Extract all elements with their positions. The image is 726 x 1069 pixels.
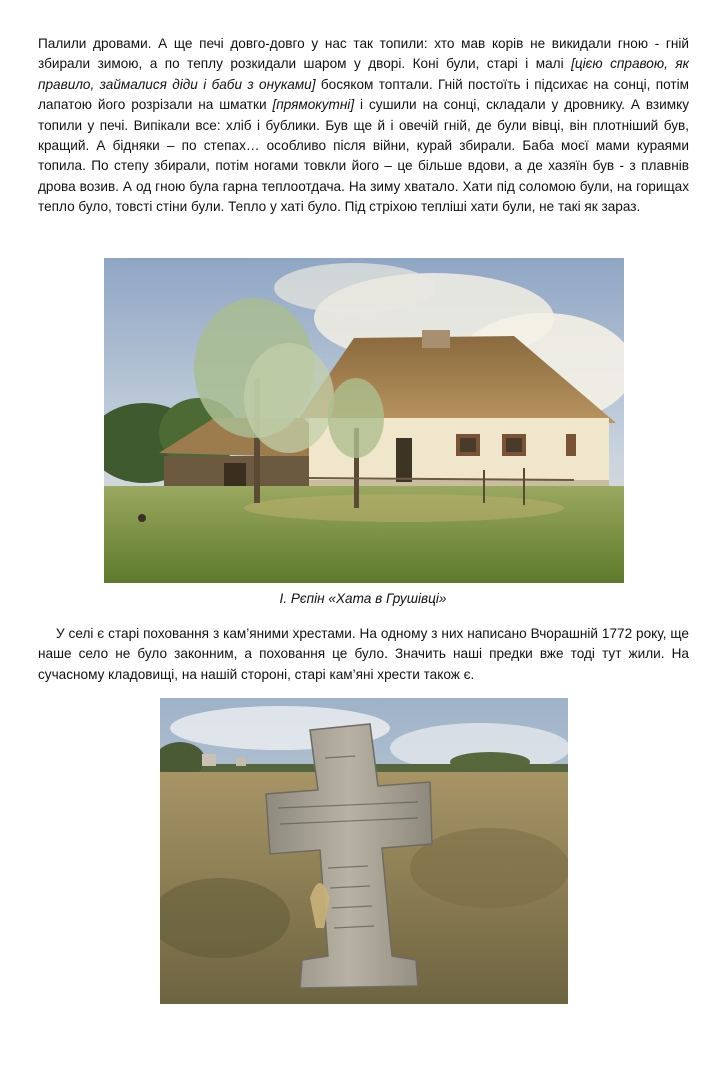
painting-caption: І. Рєпін «Хата в Грушівці» bbox=[279, 591, 447, 606]
text-segment: Палили дровами. А ще печі довго-довго у нас так топили: хто мав корів не викидали гною - гній збирали зимою, а по теплу розкидали шаром у дворі. Коні були, старі і малі bbox=[38, 36, 689, 72]
stone-cross-photo bbox=[160, 698, 568, 1004]
painting-image bbox=[104, 258, 624, 583]
paragraph-heating bbox=[38, 34, 689, 218]
paragraph-burials: У селі є старі поховання з кам’яними хрестами. На одному з них написано Вчорашній 1772 року, ще наше село не було законним, а поховання це було. Значить наші предки вже тоді тут жили. На сучасному кладовищі, на нашій стороні, старі кам’яні хрести також є. bbox=[38, 626, 689, 682]
italic-note: [прямокутні] bbox=[272, 97, 355, 113]
italic-note: [цією справою, як правило, займалися діди і баби з онуками] bbox=[38, 56, 689, 92]
text-segment: і сушили на сонці, складали у дровнику. А взимку топили у печі. Випікали все: хліб і бублики. Був ще й і овечій гній, де були вівці, він плотніший був, кращий. А бідняки – по степах… особливо після війни, курай збирали. Баба моєї мами кураями топила. По степу збирали, потім ногами товкли його – це більше вдови, а де хазяїн був - з плавнів дрова возив. А од гною була гарна теплоотдача. На зиму хватало. Хати під соломою були, на горищах тепло було, товсті стіни були. Тепло у хаті було. Під стріхою тепліші хати були, не такі як зараз. bbox=[38, 97, 689, 215]
text-segment: босяком топтали. Гній постоїть і підсихає на сонці, потім лапатою його розрізали на шматки bbox=[38, 76, 689, 113]
